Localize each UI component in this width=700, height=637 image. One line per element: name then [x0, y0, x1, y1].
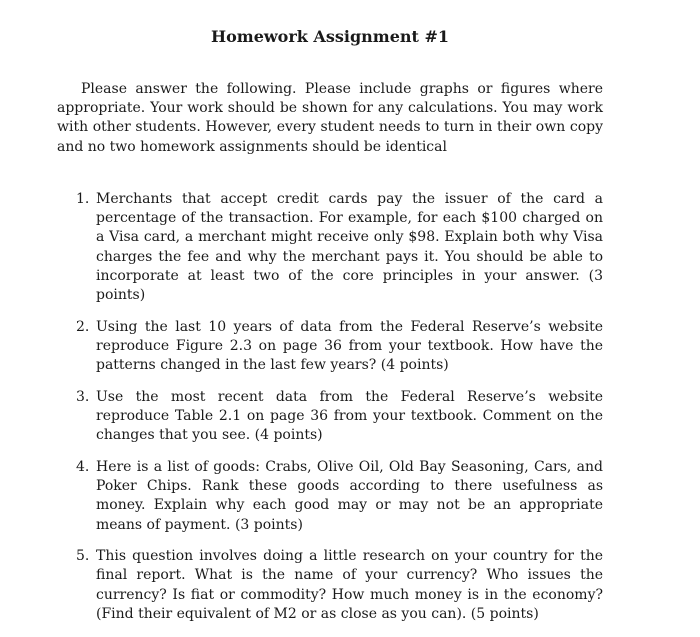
question-item-1	[70, 190, 603, 305]
question-number: 4.	[76, 458, 90, 475]
question-item-5	[70, 547, 603, 624]
question-text: Merchants that accept credit cards pay the issuer of the card a percentage of the transaction. For example, for each $100 charged on a Visa card, a merchant might receive only $98. Explain both why Visa charges the fee and why the merchant pays it. You should be able to incorporate at least two of the core principles in your answer. (3 points)	[96, 191, 603, 304]
question-item-4	[70, 458, 603, 535]
question-list	[70, 190, 603, 637]
question-item-2	[70, 318, 603, 376]
question-text: Here is a list of goods: Crabs, Olive Oil, Old Bay Seasoning, Cars, and Poker Chips. Rank these goods according to there usefulness as money. Explain why each good may or may not be an appropriate means of payment. (3 points)	[96, 458, 603, 533]
question-text: Use the most recent data from the Federal Reserve’s website reproduce Table 2.1 on page 36 from your textbook. Comment on the changes that you see. (4 points)	[96, 388, 603, 444]
question-text: Using the last 10 years of data from the Federal Reserve’s website reproduce Figure 2.3 on page 36 from your textbook. How have the patterns changed in the last few years? (4 points)	[96, 318, 603, 374]
question-number: 5.	[76, 548, 90, 565]
intro-paragraph: Please answer the following. Please include graphs or figures where appropriate. Your work should be shown for any calculations. You may work with other students. However, every student needs to turn in their own copy and no two homework assignments should be identical	[57, 81, 603, 155]
question-item-3	[70, 388, 603, 446]
question-number: 3.	[76, 388, 90, 405]
question-text: This question involves doing a little research on your country for the final report. What is the name of your currency? Who issues the currency? Is fiat or commodity? How much money is in the economy? (Find their equivalent of M2 or as close as you can). (5 points)	[96, 548, 603, 622]
page-title: Homework Assignment #1	[211, 27, 449, 46]
question-number: 2.	[76, 318, 90, 335]
question-number: 1.	[76, 191, 90, 207]
